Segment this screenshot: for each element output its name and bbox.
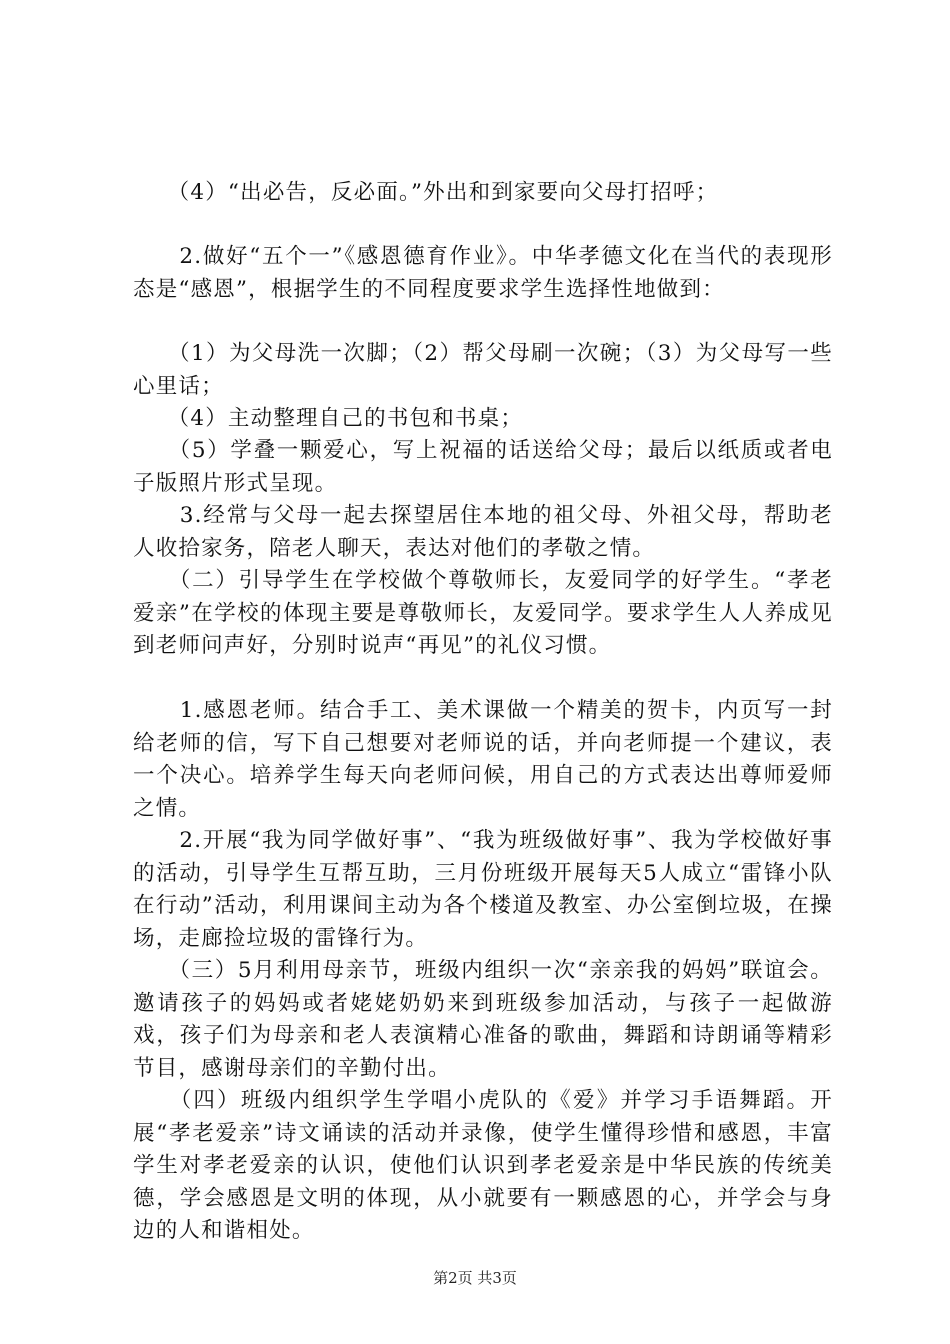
paragraph-11: （四）班级内组织学生学唱小虎队的《爱》并学习手语舞蹈。开展“孝老爱亲”诗文诵读的活动并录像，使学生懂得珍惜和感恩，丰富学生对孝老爱亲的认识，使他们认识到孝老爱亲是中华民族的传统美德，学会感恩是文明的体现，从小就要有一颗感恩的心，并学会与身边的人和谐相处。: [133, 1088, 833, 1243]
paragraph-3: （1）为父母洗一次脚；（2）帮父母刷一次碗；（3）为父母写一些心里话；: [133, 341, 833, 399]
paragraph-4: （4）主动整理自己的书包和书桌；: [133, 406, 524, 431]
paragraph-1: （4）“出必告，反必面。”外出和到家要向父母打招呼；: [133, 180, 719, 205]
page-footer: 第2页 共3页: [433, 1269, 517, 1287]
paragraph-10: （三）5月利用母亲节，班级内组织一次“亲亲我的妈妈”联谊会。邀请孩子的妈妈或者姥姥奶奶来到班级参加活动，与孩子一起做游戏，孩子们为母亲和老人表演精心准备的歌曲，舞蹈和诗朗诵等精彩节目，感谢母亲们的辛勤付出。: [133, 958, 833, 1081]
paragraph-5: （5）学叠一颗爱心，写上祝福的话送给父母；最后以纸质或者电子版照片形式呈现。: [133, 438, 833, 496]
paragraph-6: 3.经常与父母一起去探望居住本地的祖父母、外祖父母，帮助老人收拾家务，陪老人聊天，表达对他们的孝敬之情。: [133, 503, 833, 561]
paragraph-7: （二）引导学生在学校做个尊敬师长，友爱同学的好学生。“孝老爱亲”在学校的体现主要是尊敬师长，友爱同学。要求学生人人养成见到老师问声好，分别时说声“再见”的礼仪习惯。: [133, 568, 833, 658]
paragraph-8: 1.感恩老师。结合手工、美术课做一个精美的贺卡，内页写一封给老师的信，写下自己想要对老师说的话，并向老师提一个建议，表一个决心。培养学生每天向老师问候，用自己的方式表达出尊师爱师之情。: [133, 698, 833, 821]
paragraph-9: 2.开展“我为同学做好事”、“我为班级做好事”、我为学校做好事的活动，引导学生互帮互助，三月份班级开展每天5人成立“雷锋小队在行动”活动，利用课间主动为各个楼道及教室、办公室倒垃圾，在操场，走廊捡垃圾的雷锋行为。: [133, 828, 833, 951]
paragraph-2: 2.做好“五个一”《感恩德育作业》。中华孝德文化在当代的表现形态是“感恩”，根据学生的不同程度要求学生选择性地做到：: [133, 244, 833, 302]
